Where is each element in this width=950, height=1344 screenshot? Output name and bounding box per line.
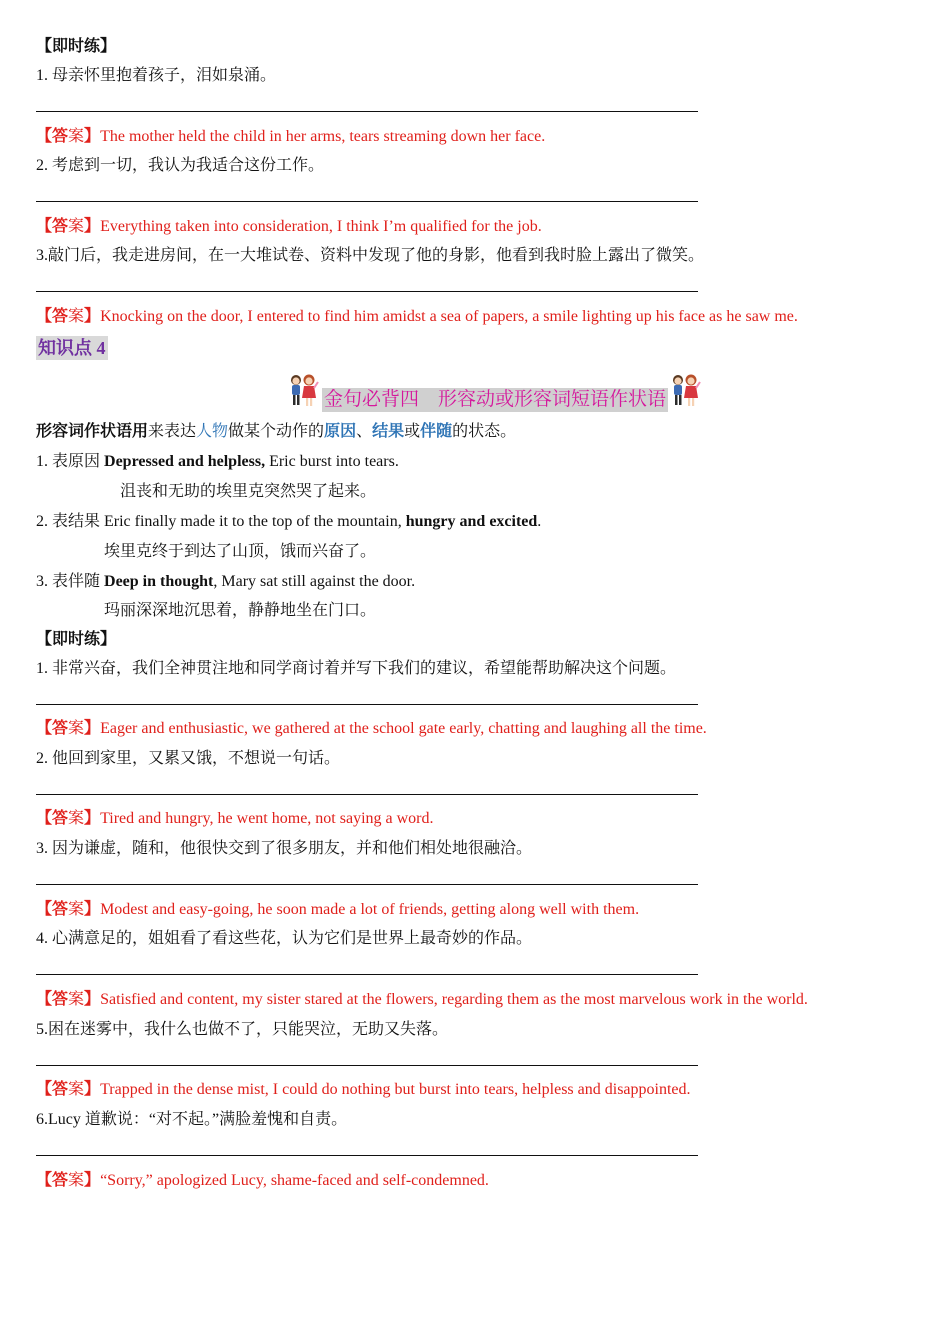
example-bold: hungry and excited bbox=[405, 513, 538, 530]
answer-bracket: 】 bbox=[84, 720, 101, 737]
answer-line bbox=[36, 704, 698, 705]
intro-highlight: 伴随 bbox=[420, 423, 453, 440]
example-bold: Depressed and helpless, bbox=[104, 453, 266, 470]
example-translation: 沮丧和无助的埃里克突然哭了起来。 bbox=[120, 483, 377, 500]
kids-icon bbox=[286, 372, 320, 410]
intro-term: 形容词作状语用 bbox=[36, 423, 149, 440]
intro-text: 来表达 bbox=[148, 423, 197, 440]
knowledge-point-title: 知识点 4 bbox=[38, 338, 106, 358]
example-text: 1. 表原因 bbox=[36, 453, 105, 470]
answer-row bbox=[36, 306, 798, 328]
example-text: Eric burst into tears. bbox=[265, 453, 399, 470]
answer-label: 案 bbox=[68, 128, 85, 145]
answer-label: 答 bbox=[52, 308, 69, 325]
answer-label: 答 bbox=[52, 218, 69, 235]
intro-text: 、 bbox=[356, 423, 373, 440]
question-text: 2. 考虑到一切，我认为我适合这份工作。 bbox=[36, 157, 325, 174]
answer-row bbox=[36, 989, 808, 1011]
answer-row bbox=[36, 216, 542, 238]
answer-bracket: 】 bbox=[84, 901, 101, 918]
answer-bracket: 】 bbox=[84, 810, 101, 827]
answer-row bbox=[36, 1170, 489, 1192]
answer-bracket: 【 bbox=[36, 308, 53, 325]
answer-line bbox=[36, 974, 698, 975]
answer-bracket: 【 bbox=[36, 720, 53, 737]
banner-title: 金句必背四 形容动或形容词短语作状语 bbox=[324, 389, 667, 410]
example-bold: Deep in thought bbox=[104, 573, 214, 590]
answer-bracket: 】 bbox=[84, 308, 101, 325]
practice-heading: 【即时练】 bbox=[36, 631, 117, 648]
intro-text: 或 bbox=[404, 423, 421, 440]
answer-row bbox=[36, 1079, 691, 1101]
section-banner bbox=[286, 372, 706, 412]
answer-line bbox=[36, 291, 698, 292]
example-line bbox=[36, 511, 541, 533]
intro-highlight: 人物 bbox=[196, 423, 229, 440]
answer-line bbox=[36, 111, 698, 112]
answer-label: 案 bbox=[68, 218, 85, 235]
answer-text: Satisfied and content, my sister stared at the flowers, regarding them as the most marvelous work in the world. bbox=[100, 991, 808, 1008]
example-translation: 埃里克终于到达了山顶，饿而兴奋了。 bbox=[104, 543, 377, 560]
answer-line bbox=[36, 1155, 698, 1156]
answer-text: Tired and hungry, he went home, not saying a word. bbox=[100, 810, 434, 827]
question-text: 4. 心满意足的，姐姐看了看这些花，认为它们是世界上最奇妙的作品。 bbox=[36, 930, 533, 947]
intro-highlight: 结果 bbox=[372, 423, 405, 440]
answer-text: Modest and easy-going, he soon made a lot of friends, getting along well with them. bbox=[100, 901, 640, 918]
example-text: 3. 表伴随 bbox=[36, 573, 105, 590]
answer-label: 答 bbox=[52, 810, 69, 827]
answer-bracket: 】 bbox=[84, 128, 101, 145]
answer-bracket: 【 bbox=[36, 1172, 53, 1189]
answer-label: 答 bbox=[52, 1172, 69, 1189]
answer-label: 答 bbox=[52, 1081, 69, 1098]
answer-row bbox=[36, 899, 639, 921]
answer-label: 答 bbox=[52, 128, 69, 145]
answer-line bbox=[36, 1065, 698, 1066]
answer-bracket: 】 bbox=[84, 991, 101, 1008]
kids-icon bbox=[668, 372, 702, 410]
answer-label: 答 bbox=[52, 991, 69, 1008]
answer-row bbox=[36, 718, 707, 740]
answer-text: Trapped in the dense mist, I could do nothing but burst into tears, helpless and disappointed. bbox=[100, 1081, 691, 1098]
answer-bracket: 【 bbox=[36, 1081, 53, 1098]
answer-bracket: 【 bbox=[36, 991, 53, 1008]
question-text: 3.敲门后，我走进房间，在一大堆试卷、资料中发现了他的身影，他看到我时脸上露出了微笑。 bbox=[36, 247, 705, 264]
answer-label: 答 bbox=[52, 901, 69, 918]
answer-bracket: 】 bbox=[84, 1081, 101, 1098]
answer-bracket: 】 bbox=[84, 1172, 101, 1189]
answer-bracket: 】 bbox=[84, 218, 101, 235]
answer-bracket: 【 bbox=[36, 218, 53, 235]
answer-text: Everything taken into consideration, I think I’m qualified for the job. bbox=[100, 218, 542, 235]
answer-label: 案 bbox=[68, 308, 85, 325]
question-text: 3. 因为谦虚，随和，他很快交到了很多朋友，并和他们相处地很融洽。 bbox=[36, 840, 533, 857]
question-text: 2. 他回到家里，又累又饿，不想说一句话。 bbox=[36, 750, 341, 767]
answer-row bbox=[36, 126, 545, 148]
question-text: 6.Lucy 道歉说：“对不起。”满脸羞愧和自责。 bbox=[36, 1111, 348, 1128]
intro-text: 的状态。 bbox=[452, 423, 517, 440]
example-text: , Mary sat still against the door. bbox=[213, 573, 416, 590]
intro-text: 做某个动作的 bbox=[228, 423, 325, 440]
answer-text: Eager and enthusiastic, we gathered at the school gate early, chatting and laughing all the time. bbox=[100, 720, 707, 737]
answer-bracket: 【 bbox=[36, 901, 53, 918]
answer-label: 案 bbox=[68, 1172, 85, 1189]
question-text: 1. 非常兴奋，我们全神贯注地和同学商讨着并写下我们的建议，希望能帮助解决这个问题。 bbox=[36, 660, 677, 677]
answer-row bbox=[36, 808, 434, 830]
example-line bbox=[36, 451, 399, 473]
answer-text: “Sorry,” apologized Lucy, shame-faced and self-condemned. bbox=[100, 1172, 489, 1189]
example-translation: 玛丽深深地沉思着，静静地坐在门口。 bbox=[104, 602, 377, 619]
example-text: . bbox=[537, 513, 542, 530]
answer-bracket: 【 bbox=[36, 128, 53, 145]
answer-label: 案 bbox=[68, 991, 85, 1008]
answer-text: The mother held the child in her arms, tears streaming down her face. bbox=[100, 128, 546, 145]
answer-line bbox=[36, 884, 698, 885]
answer-label: 案 bbox=[68, 810, 85, 827]
answer-text: Knocking on the door, I entered to find him amidst a sea of papers, a smile lighting up his face as he saw me. bbox=[100, 308, 798, 325]
answer-label: 案 bbox=[68, 1081, 85, 1098]
intro-highlight: 原因 bbox=[324, 423, 357, 440]
answer-bracket: 【 bbox=[36, 810, 53, 827]
example-line bbox=[36, 571, 415, 593]
practice-heading: 【即时练】 bbox=[36, 38, 117, 55]
answer-line bbox=[36, 201, 698, 202]
answer-label: 案 bbox=[68, 720, 85, 737]
question-text: 1. 母亲怀里抱着孩子，泪如泉涌。 bbox=[36, 67, 277, 84]
answer-line bbox=[36, 794, 698, 795]
example-text: 2. 表结果 Eric finally made it to the top of the mountain, bbox=[36, 513, 406, 530]
question-text: 5.困在迷雾中，我什么也做不了，只能哭泣，无助又失落。 bbox=[36, 1021, 449, 1038]
answer-label: 答 bbox=[52, 720, 69, 737]
answer-label: 案 bbox=[68, 901, 85, 918]
intro-line bbox=[36, 421, 516, 443]
